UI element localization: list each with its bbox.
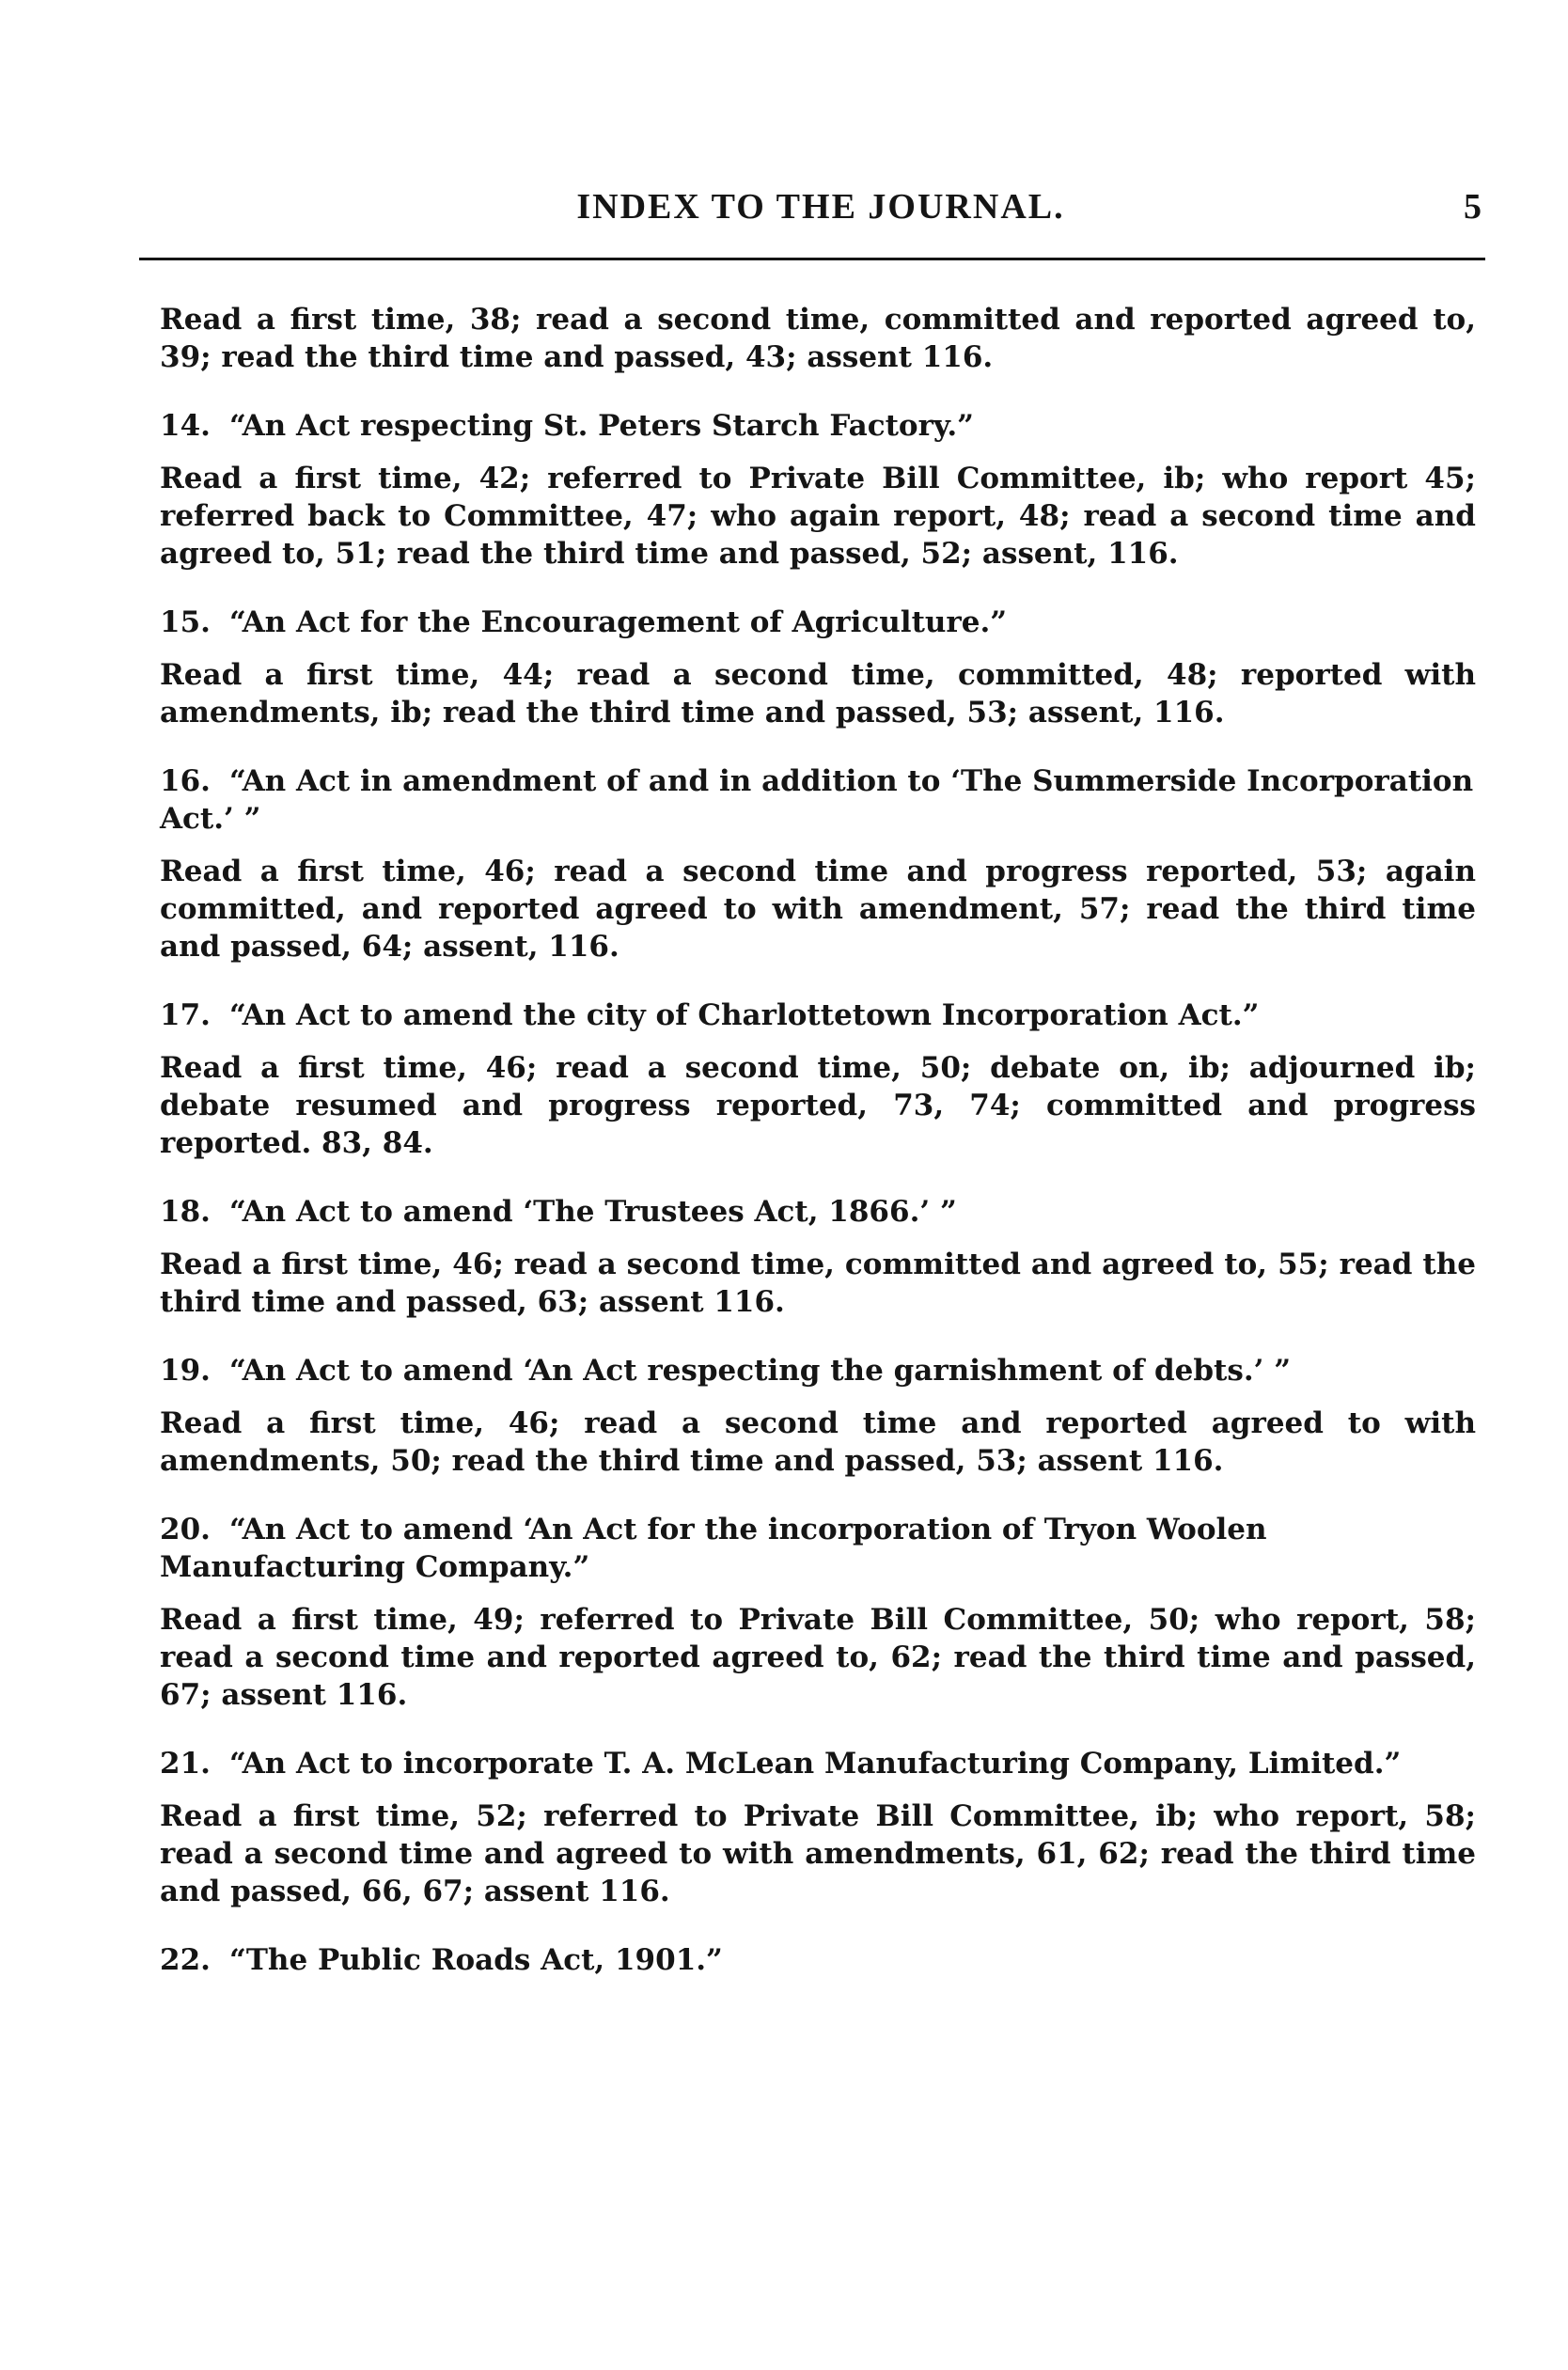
index-entry-14 bbox=[160, 407, 1476, 573]
entry-number: 17. bbox=[160, 998, 211, 1032]
entry-body: Read a first time, 46; read a second time and reported agreed to with amendments, 50; read the third time and passed, 53; assent 116. bbox=[160, 1406, 1476, 1478]
entry-number: 19. bbox=[160, 1354, 211, 1388]
opening-entry-text: Read a first time, 38; read a second time, committed and reported agreed to, 39; read the third time and passed, 43; assent 116. bbox=[160, 303, 1476, 374]
index-entry-20 bbox=[160, 1511, 1476, 1714]
entry-number: 18. bbox=[160, 1195, 211, 1229]
entry-title bbox=[128, 1745, 1476, 1782]
entry-title bbox=[128, 997, 1476, 1034]
entry-body: Read a first time, 46; read a second time, 50; debate on, ib; adjourned ib; debate resumed and progress reported, 73, 74; committed and progress reported. 83, 84. bbox=[160, 1051, 1476, 1160]
entry-title bbox=[128, 407, 1476, 445]
page-header bbox=[160, 186, 1482, 243]
index-entry-15 bbox=[160, 604, 1476, 731]
entry-body: Read a first time, 42; referred to Private Bill Committee, ib; who report 45; referred back to Committee, 47; who again report, 48; read a second time and agreed to, 51; read the third time and passed, 52; assent, 116. bbox=[160, 462, 1476, 571]
index-entry-16 bbox=[160, 762, 1476, 965]
entry-title-text: “An Act for the Encouragement of Agriculture.” bbox=[229, 605, 1008, 639]
entry-body: Read a first time, 44; read a second time, committed, 48; reported with amendments, ib; read the third time and passed, 53; assent, 116. bbox=[160, 658, 1476, 730]
entry-title bbox=[128, 604, 1476, 641]
entry-title-text: “An Act to amend ‘The Trustees Act, 1866.’ ” bbox=[229, 1195, 957, 1229]
page-number: 5 bbox=[1464, 187, 1482, 227]
entry-number: 15. bbox=[160, 605, 211, 639]
entry-title bbox=[128, 1511, 1476, 1586]
index-entry-21 bbox=[160, 1745, 1476, 1910]
entry-title-text: “An Act in amendment of and in addition to ‘The Summerside Incorporation Act.’ ” bbox=[160, 764, 1474, 836]
index-entry-19 bbox=[160, 1352, 1476, 1480]
entry-number: 22. bbox=[160, 1943, 211, 1977]
entry-number: 21. bbox=[160, 1747, 211, 1781]
entry-number: 20. bbox=[160, 1513, 211, 1546]
entry-title bbox=[128, 1193, 1476, 1231]
entry-title-text: “An Act to amend the city of Charlottetown Incorporation Act.” bbox=[229, 998, 1260, 1032]
header-rule bbox=[139, 258, 1485, 260]
entry-number: 16. bbox=[160, 764, 211, 798]
index-entry-17 bbox=[160, 997, 1476, 1162]
index-entry-18 bbox=[160, 1193, 1476, 1321]
running-title: INDEX TO THE JOURNAL. bbox=[576, 187, 1065, 227]
entry-body: Read a first time, 49; referred to Private Bill Committee, 50; who report, 58; read a second time and reported agreed to, 62; read the third time and passed, 67; assent 116. bbox=[160, 1603, 1476, 1712]
entry-title bbox=[128, 1941, 1476, 1979]
entry-body: Read a first time, 52; referred to Private Bill Committee, ib; who report, 58; read a second time and agreed to with amendments, 61, 62; read the third time and passed, 66, 67; assent 116. bbox=[160, 1799, 1476, 1908]
entry-body: Read a first time, 46; read a second time, committed and agreed to, 55; read the third time and passed, 63; assent 116. bbox=[160, 1248, 1476, 1319]
entry-title-text: “An Act to amend ‘An Act respecting the garnishment of debts.’ ” bbox=[229, 1354, 1292, 1388]
entry-title-text: “An Act to amend ‘An Act for the incorporation of Tryon Woolen Manufacturing Company.” bbox=[160, 1513, 1267, 1584]
index-entry-22 bbox=[160, 1941, 1476, 1979]
entry-body: Read a first time, 46; read a second time and progress reported, 53; again committed, and reported agreed to with amendment, 57; read the third time and passed, 64; assent, 116. bbox=[160, 855, 1476, 964]
entry-title-text: “An Act respecting St. Peters Starch Factory.” bbox=[229, 409, 974, 443]
entry-number: 14. bbox=[160, 409, 211, 443]
entry-title-text: “An Act to incorporate T. A. McLean Manufacturing Company, Limited.” bbox=[229, 1747, 1402, 1781]
entry-title-text: “The Public Roads Act, 1901.” bbox=[229, 1943, 723, 1977]
entry-title bbox=[128, 762, 1476, 838]
index-content bbox=[160, 301, 1476, 1994]
entry-title bbox=[128, 1352, 1476, 1389]
